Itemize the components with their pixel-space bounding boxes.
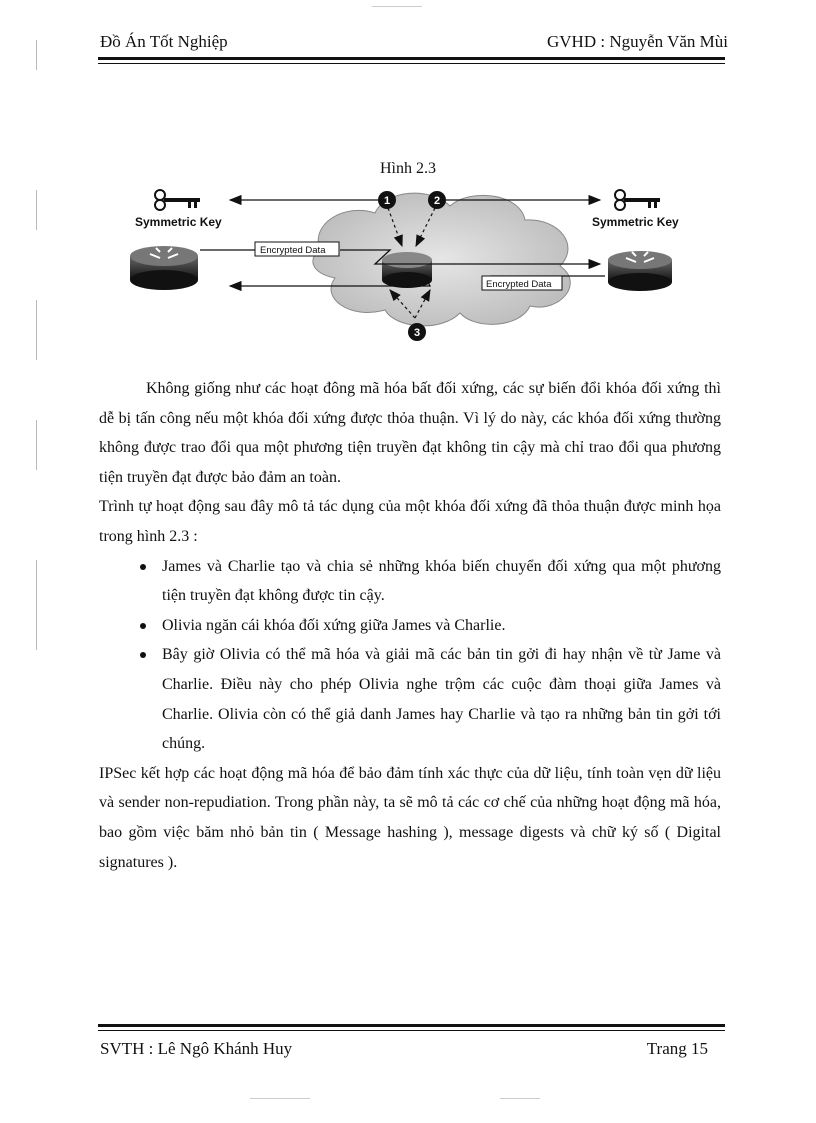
header-rule-thin: [98, 63, 725, 64]
footer-author: SVTH : Lê Ngô Khánh Huy: [100, 1039, 293, 1058]
scan-margin-mark: [36, 420, 37, 470]
step-2-badge: [428, 191, 446, 209]
svg-text:1: 1: [383, 195, 391, 207]
footer-rule-thin: [98, 1030, 725, 1031]
scan-smudge: [372, 6, 422, 7]
paragraph-ipsec: IPSec kết hợp các hoạt động mã hóa để bảo đảm tính xác thực của dữ liệu, tính toàn vẹn dữ liệu và sender non-repudiation. Trong phần này, ta sẽ mô tả các cơ chế của những hoạt động mã hóa, bao gồm việc băm nhỏ bản tin ( Message hashing ), message digests và chữ ký số ( Digital signatures ).: [99, 764, 721, 871]
encrypted-data-label-left: Encrypted Data: [260, 245, 326, 256]
step-1-badge: [378, 191, 396, 209]
step-3-badge: [408, 323, 426, 341]
router-icon: [608, 251, 672, 291]
figure-caption: Hình 2.3: [380, 160, 436, 177]
scan-margin-mark: [36, 300, 37, 360]
key-label-left: Symmetric Key: [135, 215, 222, 229]
scan-margin-mark: [36, 560, 37, 650]
key-icon: [155, 190, 200, 210]
paragraph-intro: Không giống như các hoạt đông mã hóa bất đối xứng, các sự biến đổi khóa đối xứng thì dễ bị tấn công nếu một khóa đối xứng được thỏa thuận. Vì lý do này, các khóa đối xứng thường không được trao đổi qua một phương tiện truyền đạt không tin cậy mà chỉ trao đổi qua phương tiện truyền đạt được bảo đảm an toàn.: [99, 380, 721, 486]
svg-text:3: 3: [413, 327, 421, 339]
scan-smudge: [500, 1098, 540, 1099]
header-advisor: GVHD : Nguyễn Văn Mùi: [546, 32, 728, 51]
router-icon: [382, 252, 432, 288]
scan-margin-mark: [36, 40, 37, 70]
body-text: [99, 374, 721, 877]
bullet-list: [99, 552, 721, 759]
list-item: James và Charlie tạo và chia sẻ những khóa biến chuyển đối xứng qua một phương tiện truyền đạt không được tin cậy.: [162, 552, 721, 611]
paragraph-sequence: Trình tự hoạt động sau đây mô tả tác dụng của một khóa đối xứng đã thỏa thuận được minh họa trong hình 2.3 :: [99, 498, 721, 545]
header-title: Đồ Án Tốt Nghiệp: [100, 32, 228, 51]
svg-text:2: 2: [433, 195, 441, 207]
footer-rule-thick: [98, 1024, 725, 1027]
key-icon: [615, 190, 660, 210]
symmetric-key-diagram: [130, 178, 700, 348]
header-rule-thick: [98, 57, 725, 60]
scan-smudge: [250, 1098, 310, 1099]
key-label-right: Symmetric Key: [592, 215, 679, 229]
network-cloud: [313, 193, 570, 326]
list-item: Bây giờ Olivia có thể mã hóa và giải mã các bản tin gởi đi hay nhận về từ Jame và Charlie. Điều này cho phép Olivia nghe trộm các cuộc đàm thoại giữa James và Charlie. Olivia còn có thể giả danh James hay Charlie và tạo ra những bản tin gởi tới chúng.: [162, 640, 721, 758]
page-number: Trang 15: [646, 1039, 708, 1058]
encrypted-data-label-right: Encrypted Data: [486, 279, 552, 290]
scan-margin-mark: [36, 190, 37, 230]
router-icon: [130, 246, 198, 290]
list-item: Olivia ngăn cái khóa đối xứng giữa James và Charlie.: [162, 611, 721, 641]
